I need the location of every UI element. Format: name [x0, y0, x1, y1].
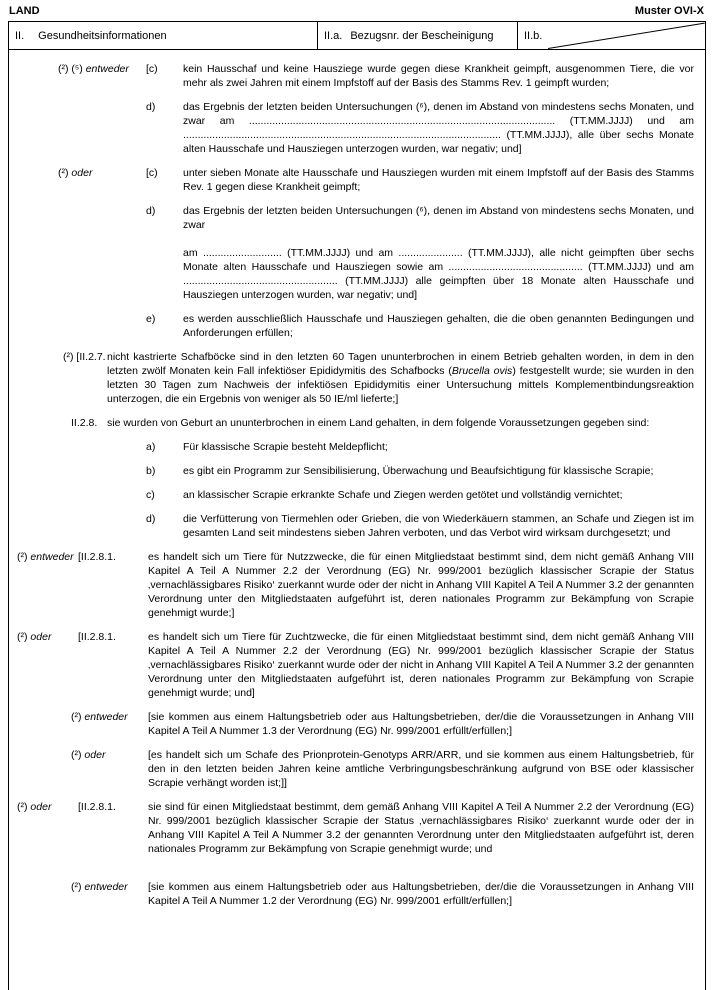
margin-word: oder — [84, 749, 106, 761]
diagonal-strike-line — [548, 22, 705, 49]
row-ii26-oder-c — [17, 166, 694, 194]
clause-text: kein Hausschaf und keine Hausziege wurde gegen diese Krankheit geimpft, ausgenommen Tiere, die vor mehr als zwei Jahren mit einem Impfstoff auf der Basis des Stamms Rev. 1 geimpft wurden; — [183, 63, 694, 89]
margin-sup: (²) — [58, 167, 69, 179]
clause-number: (²) [II.2.7. — [63, 351, 106, 363]
health-information-body — [8, 50, 706, 990]
header-cell-gesundheitsinformationen — [9, 22, 318, 49]
margin-word: oder — [30, 801, 52, 813]
clause-text: an klassischer Scrapie erkrankte Schafe und Ziegen werden getötet und vollständig vernichtet; — [183, 489, 623, 501]
margin-sup: (²) — [17, 801, 28, 813]
item-letter: d) — [146, 513, 156, 525]
clause-text-part: nicht kastrierte Schafböcke sind in den letzten 60 Tagen ununterbrochen in einem Betrieb gehalten worden, in dem in den letzten zwölf Monaten kein Fall infektiöser Epididymitis des Schafbocks ( — [107, 351, 694, 377]
row-ii26-entweder-c — [17, 62, 694, 90]
clause-text: sie sind für einen Mitgliedstaat bestimmt, dem gemäß Anhang VIII Kapitel A Teil A Nummer 2.2 der Verordnung (EG) Nr. 999/2001 bezüglich klassischer Scrapie der Status ‚vernachlässigbares Risiko‘ zuerkannt wurde oder der in Anhang VIII Kapitel A Teil A Nummer 3.2 der genannten Verordnung unter den Mitgliedstaaten aufgeführt ist, deren nationales Programm zur Bekämpfung von Scrapie genehmigt wurde; und — [148, 801, 694, 855]
clause-paragraph-2: am ........................... (TT.MM.JJJJ) und am ...................... (TT.MM.JJJJ), alle nicht geimpften über sechs Monate alten Hausschafe und Hausziegen sowie am .............................................. (TT.MM.JJJJ) und am ..................................................... (TT.MM.JJJJ) alle geimpften über 18 Monate alten Hausschafe und Hausziegen unterzogen wurden, war negativ; und] — [183, 247, 694, 301]
page-top-bar — [0, 0, 714, 18]
margin-label — [71, 710, 148, 724]
margin-word: entweder — [85, 63, 129, 75]
item-letter: e) — [146, 313, 156, 325]
margin-word: oder — [30, 631, 52, 643]
row-ii28 — [17, 416, 694, 430]
header-num-iib: II.b. — [524, 29, 543, 42]
clause-text: [es handelt sich um Schafe des Prionprotein-Genotyps ARR/ARR, und sie kommen aus einem Haltungsbetrieb, für den in den letzten beiden Jahren keine amtliche Verbringungsbeschränkung aufgrund von BSE oder klassischer Scrapie verhängt worden ist;]] — [148, 749, 694, 789]
row-ii26-oder-d — [17, 204, 694, 302]
margin-label — [17, 630, 78, 644]
header-cell-bezugsnr — [318, 22, 518, 49]
clause-paragraph-1: das Ergebnis der letzten beiden Untersuchungen (⁶), denen im Abstand von mindestens sechs Monaten, und zwar — [183, 205, 694, 231]
row-ii28-c — [17, 488, 694, 502]
clause-text — [107, 350, 694, 406]
margin-label — [58, 166, 146, 180]
clause-text: das Ergebnis der letzten beiden Untersuchungen (⁶), denen im Abstand von mindestens sechs Monaten, und zwar am ......................................................................................................... (TT.MM.JJJJ) und am ............................................................................................................. (TT.MM.JJJJ), alle über sechs Monate alten Hausschafe und Hausziegen unterzogen wurden, war negativ; und] — [183, 101, 694, 155]
margin-label — [71, 880, 148, 894]
clause-text: es handelt sich um Tiere für Nutzzwecke, die für einen Mitgliedstaat bestimmt sind, dem nicht gemäß Anhang VIII Kapitel A Teil A Nummer 2.2 der Verordnung (EG) Nr. 999/2001 bezüglich klassischer Scrapie der Status ‚vernachlässigbares Risiko‘ zuerkannt wurde oder der nicht in Anhang VIII Kapitel A Teil A Nummer 3.2 der genannten Verordnung unter den Mitgliedstaaten aufgeführt ist, deren nationales Programm zur Bekämpfung von Scrapie genehmigt wurde;] — [148, 551, 694, 619]
row-nested-entweder-haltungsbetrieb-13 — [17, 710, 694, 738]
clause-text: [sie kommen aus einem Haltungsbetrieb oder aus Haltungsbetrieben, der/die die Voraussetzungen in Anhang VIII Kapitel A Teil A Nummer 1.2 der Verordnung (EG) Nr. 999/2001 erfüllt/erfüllen;] — [148, 881, 694, 907]
clause-text: es handelt sich um Tiere für Zuchtzwecke, die für einen Mitgliedstaat bestimmt sind, dem nicht gemäß Anhang VIII Kapitel A Teil A Nummer 2.2 der Verordnung (EG) Nr. 999/2001 bezüglich klassischer Scrapie der Status ‚vernachlässigbares Risiko‘ zuerkannt wurde oder der nicht in Anhang VIII Kapitel A Teil A Nummer 3.2 der genannten Verordnung unter den Mitgliedstaaten aufgeführt ist, deren nationales Programm zur Bekämpfung von Scrapie genehmigt wurde; und] — [148, 631, 694, 699]
margin-word: entweder — [30, 551, 74, 563]
row-ii281-oder-zuchtzwecke — [17, 630, 694, 700]
row-ii28-d — [17, 512, 694, 540]
margin-sup: (²) — [71, 749, 82, 761]
header-label-gesundheitsinformationen: Gesundheitsinformationen — [38, 29, 167, 42]
row-ii28-a — [17, 440, 694, 454]
clause-number: [II.2.8.1. — [78, 551, 116, 563]
header-num-ii: II. — [15, 29, 25, 42]
header-num-iia: II.a. — [324, 29, 343, 42]
row-ii27 — [17, 350, 694, 406]
margin-sup: (²) — [17, 631, 28, 643]
margin-sup: (²) — [71, 881, 82, 893]
clause-number: [II.2.8.1. — [78, 631, 116, 643]
margin-word: oder — [71, 167, 93, 179]
header-label-bezugsnr: Bezugsnr. der Bescheinigung — [350, 29, 494, 42]
row-ii26-entweder-d — [17, 100, 694, 156]
item-letter: b) — [146, 465, 156, 477]
margin-word: entweder — [84, 711, 128, 723]
margin-label — [17, 800, 78, 814]
clause-text: die Verfütterung von Tiermehlen oder Grieben, die von Wiederkäuern stammen, an Schafe und Ziegen ist im gesamten Land seit mindestens sieben Jahren verboten, und das Verbot wird wirksam durchgesetzt; und — [183, 513, 694, 539]
clause-text: sie wurden von Geburt an ununterbrochen in einem Land gehalten, in dem folgende Voraussetzungen gegeben sind: — [107, 417, 650, 429]
margin-label — [58, 62, 146, 76]
row-ii26-oder-e — [17, 312, 694, 340]
margin-sup: (²) (⁵) — [58, 63, 83, 75]
row-nested-oder-arr-arr — [17, 748, 694, 790]
clause-number: [II.2.8.1. — [78, 801, 116, 813]
row-nested-entweder-haltungsbetrieb-12 — [17, 880, 694, 908]
clause-text: Für klassische Scrapie besteht Meldepflicht; — [183, 441, 388, 453]
item-letter: [c) — [146, 63, 158, 75]
item-letter: c) — [146, 489, 155, 501]
item-letter: d) — [146, 205, 156, 217]
clause-text — [183, 204, 694, 302]
row-ii28-b — [17, 464, 694, 478]
muster-label: Muster OVI-X — [634, 5, 704, 17]
header-cell-iib — [518, 22, 705, 49]
species-latin-name: Brucella ovis — [451, 365, 513, 377]
clause-text: es gibt ein Programm zur Sensibilisierung, Überwachung und Beaufsichtigung für klassische Scrapie; — [183, 465, 654, 477]
header-table — [8, 21, 706, 50]
row-ii281-entweder-nutzzwecke — [17, 550, 694, 620]
margin-word: entweder — [84, 881, 128, 893]
row-ii281-oder-mitgliedstaat — [17, 800, 694, 856]
land-label: LAND — [9, 5, 40, 17]
item-letter: [c) — [146, 167, 158, 179]
margin-label — [17, 550, 78, 564]
margin-sup: (²) — [71, 711, 82, 723]
clause-text: unter sieben Monate alte Hausschafe und Hausziegen wurden mit einem Impfstoff auf der Basis des Stamms Rev. 1 gegen diese Krankheit geimpft; — [183, 167, 694, 193]
margin-label — [71, 748, 148, 762]
clause-number: II.2.8. — [71, 417, 98, 429]
margin-sup: (²) — [17, 551, 28, 563]
item-letter: a) — [146, 441, 156, 453]
clause-text: es werden ausschließlich Hausschafe und Hausziegen gehalten, die die oben genannten Bedingungen und Anforderungen erfüllen; — [183, 313, 694, 339]
item-letter: d) — [146, 101, 156, 113]
clause-text-part: ) festgestellt wurde; sie wurden in den letzten 30 Tagen zum Nachweis der infektiösen Epididymitis einer Untersuchung mittels Komplementbindungsreaktion unterzogen, die ein Ergebnis von weniger als 50 IE/ml lieferte;] — [107, 365, 694, 405]
clause-text: [sie kommen aus einem Haltungsbetrieb oder aus Haltungsbetrieben, der/die die Voraussetzungen in Anhang VIII Kapitel A Teil A Nummer 1.3 der Verordnung (EG) Nr. 999/2001 erfüllt/erfüllen;] — [148, 711, 694, 737]
